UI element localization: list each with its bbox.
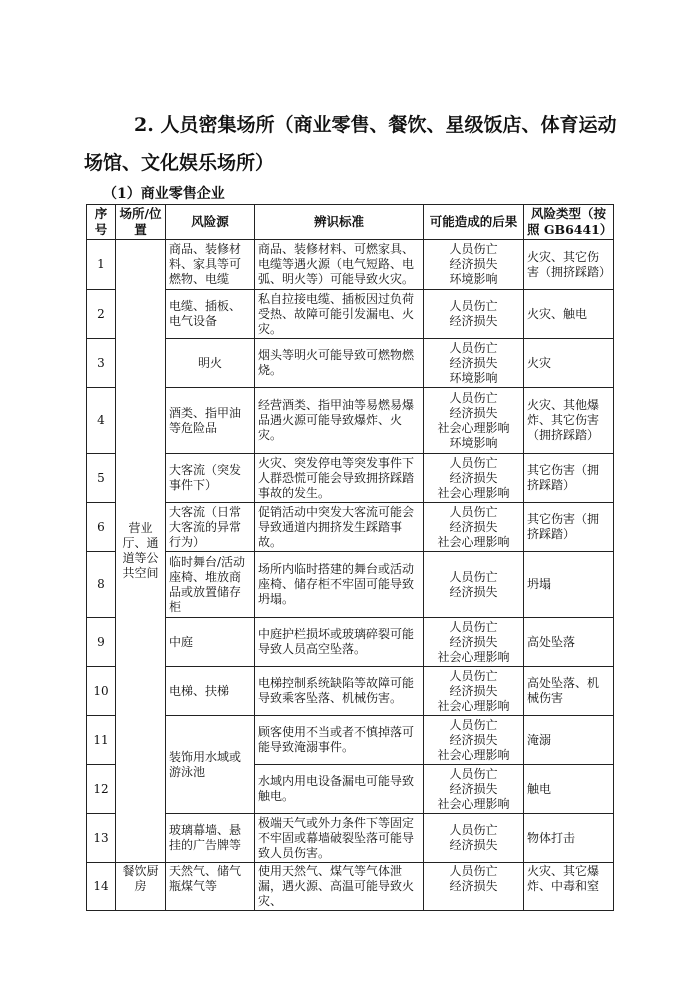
cell-hazard: 天然气、储气瓶煤气等 — [166, 863, 255, 911]
cell-hazard: 电缆、插板、电气设备 — [166, 290, 255, 339]
cell-criteria: 顾客使用不当或者不慎掉落可能导致淹溺事件。 — [255, 716, 424, 765]
cell-hazard: 装饰用水域或游泳池 — [166, 716, 255, 814]
cell-seq: 10 — [87, 667, 116, 716]
section-heading-line-2: 场馆、文化娱乐场所） — [84, 152, 275, 174]
cell-location-group: 营业厅、通道等公共空间 — [116, 240, 166, 863]
cell-consequence: 人员伤亡 经济损失 社会心理影响 — [424, 765, 524, 814]
cell-criteria: 水域内用电设备漏电可能导致触电。 — [255, 765, 424, 814]
cell-seq: 5 — [87, 454, 116, 503]
cell-risk-type: 淹溺 — [524, 716, 614, 765]
cell-risk-type: 火灾、其它伤害（拥挤踩踏） — [524, 240, 614, 290]
cell-criteria: 火灾、突发停电等突发事件下人群恐慌可能会导致拥挤踩踏事故的发生。 — [255, 454, 424, 503]
section-heading-line-1: 2. 人员密集场所（商业零售、餐饮、星级饭店、体育运动 — [134, 114, 617, 136]
cell-seq: 12 — [87, 765, 116, 814]
header-risk-type: 风险类型（按照 GB6441） — [524, 205, 614, 240]
header-seq: 序号 — [87, 205, 116, 240]
cell-criteria: 极端天气或外力条件下等固定不牢固或幕墙破裂坠落可能导致人员伤害。 — [255, 814, 424, 863]
cell-hazard: 大客流（日常大客流的异常行为） — [166, 503, 255, 552]
cell-hazard: 明火 — [166, 339, 255, 388]
cell-hazard: 中庭 — [166, 618, 255, 667]
cell-consequence: 人员伤亡 经济损失 社会心理影响 — [424, 454, 524, 503]
cell-risk-type: 火灾、其他爆炸、其它伤害（拥挤踩踏） — [524, 388, 614, 454]
cell-risk-type: 触电 — [524, 765, 614, 814]
cell-criteria: 烟头等明火可能导致可燃物燃烧。 — [255, 339, 424, 388]
cell-seq: 8 — [87, 552, 116, 618]
cell-seq: 6 — [87, 503, 116, 552]
cell-seq: 14 — [87, 863, 116, 911]
cell-risk-type: 其它伤害（拥挤踩踏） — [524, 503, 614, 552]
cell-consequence: 人员伤亡 经济损失 社会心理影响 — [424, 503, 524, 552]
cell-consequence: 人员伤亡 经济损失 — [424, 552, 524, 618]
cell-hazard: 大客流（突发事件下） — [166, 454, 255, 503]
cell-risk-type: 高处坠落、机械伤害 — [524, 667, 614, 716]
cell-seq: 1 — [87, 240, 116, 290]
cell-risk-type: 其它伤害（拥挤踩踏） — [524, 454, 614, 503]
cell-risk-type: 高处坠落 — [524, 618, 614, 667]
table-row — [87, 454, 614, 503]
table-row — [87, 716, 614, 765]
cell-hazard: 酒类、指甲油等危险品 — [166, 388, 255, 454]
cell-consequence: 人员伤亡 经济损失 — [424, 290, 524, 339]
cell-consequence: 人员伤亡 经济损失 环境影响 — [424, 339, 524, 388]
cell-hazard: 玻璃幕墙、悬挂的广告牌等 — [166, 814, 255, 863]
cell-consequence: 人员伤亡 经济损失 社会心理影响 环境影响 — [424, 388, 524, 454]
cell-seq: 9 — [87, 618, 116, 667]
cell-criteria: 使用天然气、煤气等气体泄漏，遇火源、高温可能导致火灾、 — [255, 863, 424, 911]
table-row — [87, 503, 614, 552]
cell-hazard: 电梯、扶梯 — [166, 667, 255, 716]
cell-consequence: 人员伤亡 经济损失 社会心理影响 — [424, 618, 524, 667]
table-header-row — [87, 205, 614, 240]
cell-seq: 13 — [87, 814, 116, 863]
header-location: 场所/位置 — [116, 205, 166, 240]
table-row — [87, 667, 614, 716]
table-row — [87, 863, 614, 911]
cell-seq: 3 — [87, 339, 116, 388]
table-row — [87, 552, 614, 618]
cell-seq: 11 — [87, 716, 116, 765]
cell-criteria: 商品、装修材料、可燃家具、电缆等遇火源（电气短路、电弧、明火等）可能导致火灾。 — [255, 240, 424, 290]
cell-risk-type: 火灾、触电 — [524, 290, 614, 339]
subsection-heading: （1）商业零售企业 — [103, 186, 225, 202]
table-row — [87, 814, 614, 863]
cell-seq: 4 — [87, 388, 116, 454]
header-criteria: 辨识标准 — [255, 205, 424, 240]
cell-consequence: 人员伤亡 经济损失 环境影响 — [424, 240, 524, 290]
cell-criteria: 场所内临时搭建的舞台或活动座椅、储存柜不牢固可能导致坍塌。 — [255, 552, 424, 618]
cell-hazard: 临时舞台/活动座椅、堆放商品或放置储存柜 — [166, 552, 255, 618]
risk-table — [86, 204, 614, 911]
section-heading — [84, 106, 624, 182]
cell-consequence: 人员伤亡 经济损失 社会心理影响 — [424, 667, 524, 716]
cell-seq: 2 — [87, 290, 116, 339]
cell-risk-type: 坍塌 — [524, 552, 614, 618]
cell-criteria: 电梯控制系统缺陷等故障可能导致乘客坠落、机械伤害。 — [255, 667, 424, 716]
cell-criteria: 经营酒类、指甲油等易燃易爆品遇火源可能导致爆炸、火灾。 — [255, 388, 424, 454]
cell-risk-type: 火灾 — [524, 339, 614, 388]
cell-consequence: 人员伤亡 经济损失 — [424, 863, 524, 911]
cell-risk-type: 火灾、其它爆炸、中毒和窒 — [524, 863, 614, 911]
table-row — [87, 339, 614, 388]
cell-consequence: 人员伤亡 经济损失 社会心理影响 — [424, 716, 524, 765]
cell-consequence: 人员伤亡 经济损失 — [424, 814, 524, 863]
cell-criteria: 中庭护栏损坏或玻璃碎裂可能导致人员高空坠落。 — [255, 618, 424, 667]
cell-location-group: 餐饮厨房 — [116, 863, 166, 911]
cell-criteria: 促销活动中突发大客流可能会导致通道内拥挤发生踩踏事故。 — [255, 503, 424, 552]
table-row — [87, 290, 614, 339]
table-row — [87, 618, 614, 667]
cell-criteria: 私自拉接电缆、插板因过负荷受热、故障可能引发漏电、火灾。 — [255, 290, 424, 339]
header-hazard: 风险源 — [166, 205, 255, 240]
table-row — [87, 240, 614, 290]
table-row — [87, 388, 614, 454]
header-consequence: 可能造成的后果 — [424, 205, 524, 240]
cell-risk-type: 物体打击 — [524, 814, 614, 863]
cell-hazard: 商品、装修材料、家具等可燃物、电缆 — [166, 240, 255, 290]
